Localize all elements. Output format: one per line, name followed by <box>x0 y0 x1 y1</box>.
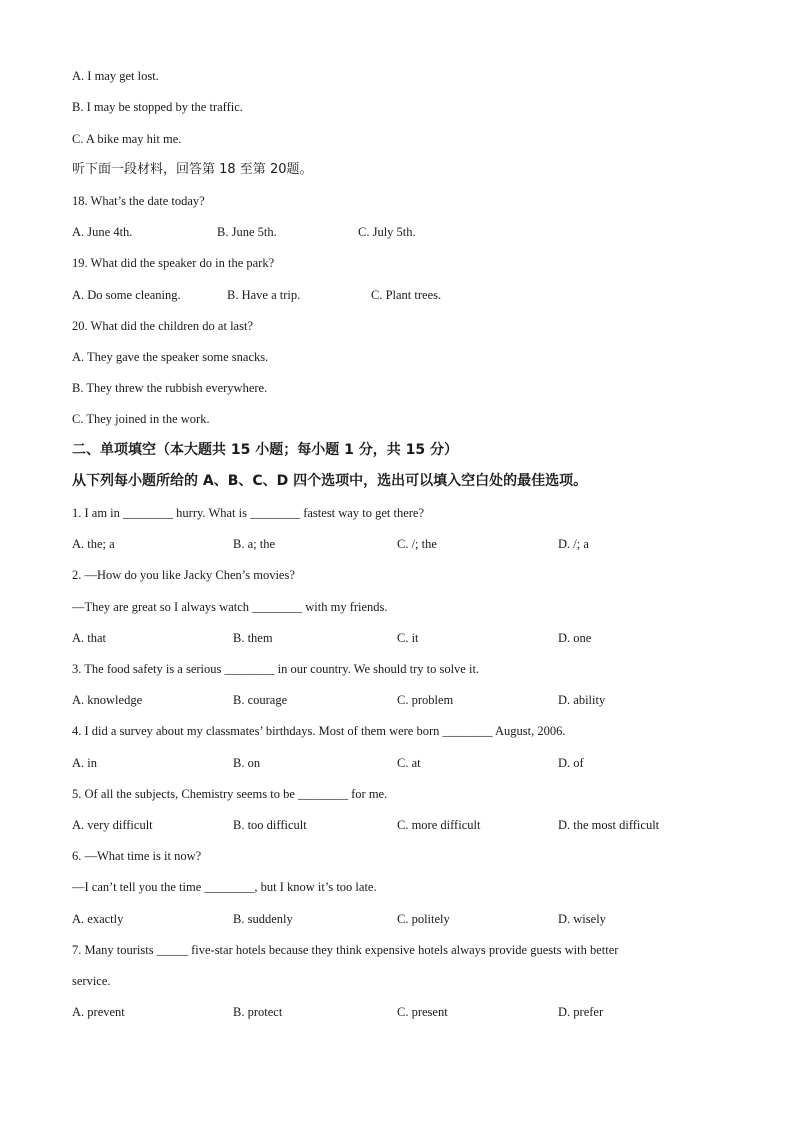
question-3-option-b: B. courage <box>233 693 288 707</box>
question-1-option-a: A. the; a <box>72 537 115 551</box>
q19-option-c: C. Plant trees. <box>371 288 442 302</box>
question-5-option-c: C. more difficult <box>397 818 481 832</box>
question-7-option-a: A. prevent <box>72 1005 125 1019</box>
section-title: 二、单项填空（本大题共 15 小题；每小题 1 分，共 15 分） <box>72 442 458 458</box>
question-2-option-c: C. it <box>397 631 419 645</box>
question-5-stem: 5. Of all the subjects, Chemistry seems to be ________ for me. <box>72 787 388 801</box>
question-6-stem-line-2: —I can’t tell you the time ________, but I know it’s too late. <box>72 880 377 894</box>
question-6-option-a: A. exactly <box>72 912 124 926</box>
question-4-stem: 4. I did a survey about my classmates’ birthdays. Most of them were born ________ August, 2006. <box>72 724 566 738</box>
q19-option-b: B. Have a trip. <box>227 288 301 302</box>
question-7-stem-line-2: service. <box>72 974 111 988</box>
question-6-option-d: D. wisely <box>558 912 606 926</box>
question-2-stem-line-2: —They are great so I always watch ________ with my friends. <box>72 600 388 614</box>
question-1-stem: 1. I am in ________ hurry. What is ________ fastest way to get there? <box>72 506 425 520</box>
question-4-option-a: A. in <box>72 756 97 770</box>
q18-option-b: B. June 5th. <box>217 225 277 239</box>
q20-option-c: C. They joined in the work. <box>72 412 210 426</box>
question-6-option-c: C. politely <box>397 912 450 926</box>
section-instruction: 从下列每小题所给的 A、B、C、D 四个选项中，选出可以填入空白处的最佳选项。 <box>72 473 588 489</box>
listening-instruction: 听下面一段材料，回答第 18 至第 20题。 <box>72 162 313 177</box>
question-4-option-b: B. on <box>233 756 261 770</box>
question-1-option-c: C. /; the <box>397 537 437 551</box>
q20-stem: 20. What did the children do at last? <box>72 319 253 333</box>
question-2-option-d: D. one <box>558 631 592 645</box>
q18-option-a: A. June 4th. <box>72 225 133 239</box>
question-1-option-b: B. a; the <box>233 537 276 551</box>
q17-option-b: B. I may be stopped by the traffic. <box>72 100 243 114</box>
question-3-option-c: C. problem <box>397 693 454 707</box>
question-4-option-d: D. of <box>558 756 584 770</box>
q17-option-a: A. I may get lost. <box>72 69 159 83</box>
q19-option-a: A. Do some cleaning. <box>72 288 181 302</box>
q17-option-c: C. A bike may hit me. <box>72 132 182 146</box>
question-3-stem: 3. The food safety is a serious ________ in our country. We should try to solve it. <box>72 662 480 676</box>
question-2-option-a: A. that <box>72 631 107 645</box>
question-3-option-a: A. knowledge <box>72 693 143 707</box>
question-7-stem: 7. Many tourists _____ five-star hotels because they think expensive hotels always provide guests with better <box>72 943 619 957</box>
question-2-option-b: B. them <box>233 631 273 645</box>
question-6-option-b: B. suddenly <box>233 912 293 926</box>
q18-stem: 18. What’s the date today? <box>72 194 205 208</box>
q19-stem: 19. What did the speaker do in the park? <box>72 256 275 270</box>
question-7-option-c: C. present <box>397 1005 448 1019</box>
q18-option-c: C. July 5th. <box>358 225 416 239</box>
question-5-option-b: B. too difficult <box>233 818 307 832</box>
question-5-option-a: A. very difficult <box>72 818 153 832</box>
q20-option-b: B. They threw the rubbish everywhere. <box>72 381 268 395</box>
question-3-option-d: D. ability <box>558 693 606 707</box>
question-7-option-b: B. protect <box>233 1005 283 1019</box>
q20-option-a: A. They gave the speaker some snacks. <box>72 350 269 364</box>
question-7-option-d: D. prefer <box>558 1005 604 1019</box>
question-1-option-d: D. /; a <box>558 537 589 551</box>
question-2-stem: 2. —How do you like Jacky Chen’s movies? <box>72 568 295 582</box>
question-6-stem: 6. —What time is it now? <box>72 849 202 863</box>
question-4-option-c: C. at <box>397 756 421 770</box>
question-5-option-d: D. the most difficult <box>558 818 660 832</box>
